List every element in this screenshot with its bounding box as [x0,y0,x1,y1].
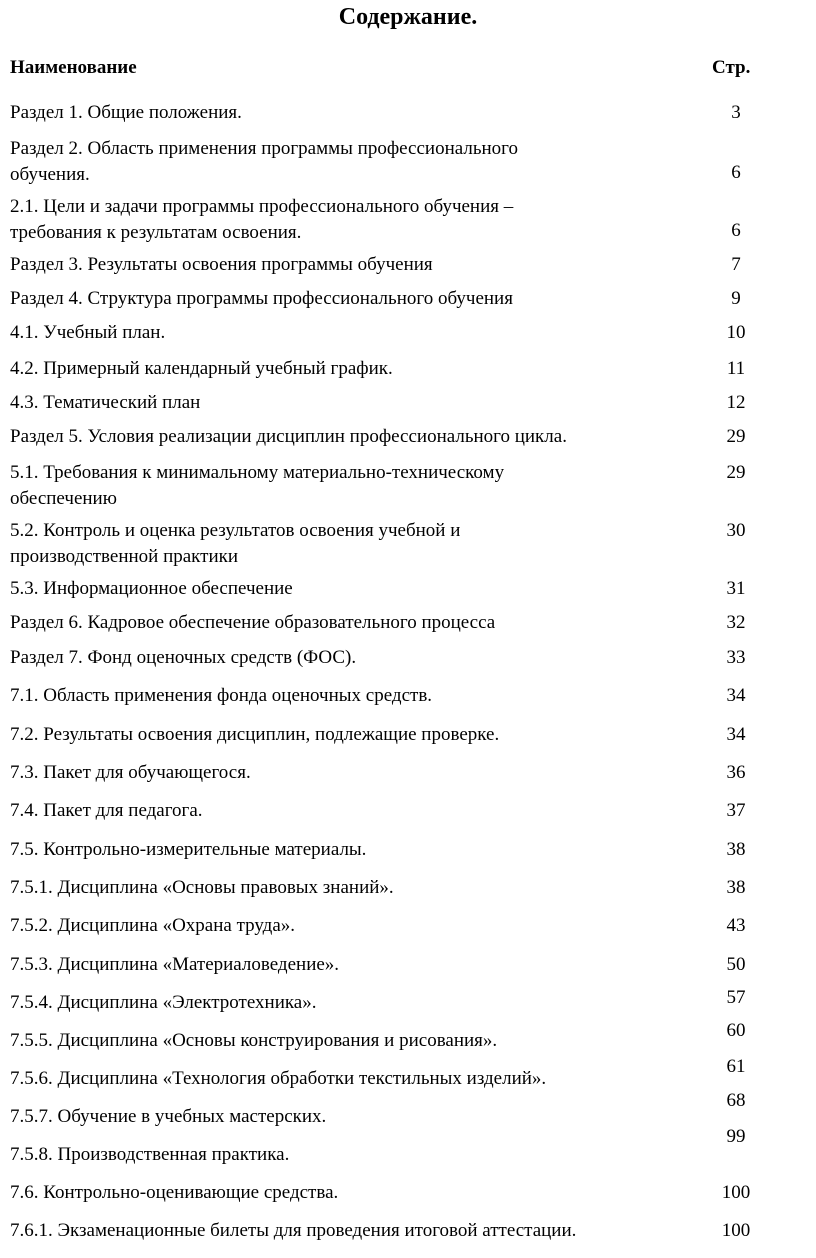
toc-entry-text: Раздел 7. Фонд оценочных средств (ФОС). [10,647,357,668]
toc-entry-page: 60 [726,1020,746,1041]
toc-entry-text: 7.5.4. Дисциплина «Электротехника». [10,992,317,1013]
toc-entry-page: 6 [731,162,741,183]
toc-entry-page: 34 [726,724,746,745]
toc-entry-page: 100 [721,1220,751,1241]
toc-entry-page: 29 [726,426,746,447]
toc-entry-page: 99 [726,1126,746,1147]
toc-entry-text: обучения. [10,164,90,185]
toc-entry-page: 12 [726,392,746,413]
toc-entry-text: 7.5.8. Производственная практика. [10,1144,290,1165]
column-header-name: Наименование [10,57,137,78]
toc-entry-page: 100 [721,1182,751,1203]
page-title: Содержание. [338,4,478,30]
toc-entry-text: 7.5.7. Обучение в учебных мастерских. [10,1106,327,1127]
toc-entry-text: 4.1. Учебный план. [10,322,166,343]
toc-entry-text: 5.3. Информационное обеспечение [10,578,293,599]
toc-entry-text: Раздел 5. Условия реализации дисциплин профессионального цикла. [10,426,567,447]
toc-entry-text: 7.6.1. Экзаменационные билеты для проведения итоговой аттестации. [10,1220,577,1241]
toc-entry-text: 5.2. Контроль и оценка результатов освоения учебной и [10,520,461,541]
toc-entry-page: 68 [726,1090,746,1111]
toc-entry-page: 38 [726,877,746,898]
column-header-page: Стр. [712,57,751,78]
toc-entry-text: Раздел 2. Область применения программы профессионального [10,138,518,159]
toc-entry-text: 7.5.3. Дисциплина «Материаловедение». [10,954,340,975]
toc-entry-page: 43 [726,915,746,936]
toc-entry-text: требования к результатам освоения. [10,222,302,243]
toc-entry-text: 7.3. Пакет для обучающегося. [10,762,251,783]
toc-entry-text: 4.2. Примерный календарный учебный график. [10,358,393,379]
toc-entry-text: 7.1. Область применения фонда оценочных средств. [10,685,433,706]
toc-entry-text: Раздел 4. Структура программы профессионального обучения [10,288,513,309]
toc-entry-page: 9 [731,288,741,309]
toc-entry-page: 30 [726,520,746,541]
toc-entry-page: 57 [726,987,746,1008]
toc-entry-page: 37 [726,800,746,821]
toc-entry-page: 3 [731,102,741,123]
toc-entry-text: производственной практики [10,546,239,567]
toc-entry-text: 7.5.2. Дисциплина «Охрана труда». [10,915,296,936]
toc-entry-text: 7.5.5. Дисциплина «Основы конструирования и рисования». [10,1030,498,1051]
toc-entry-text: Раздел 1. Общие положения. [10,102,242,123]
toc-entry-page: 31 [726,578,746,599]
toc-entry-text: 4.3. Тематический план [10,392,201,413]
toc-entry-text: 7.4. Пакет для педагога. [10,800,203,821]
toc-entry-text: 7.5.6. Дисциплина «Технология обработки текстильных изделий». [10,1068,547,1089]
toc-entry-page: 29 [726,462,746,483]
toc-entry-text: Раздел 3. Результаты освоения программы обучения [10,254,433,275]
toc-entry-page: 7 [731,254,741,275]
toc-entry-text: 7.2. Результаты освоения дисциплин, подлежащие проверке. [10,724,500,745]
toc-entry-text: 5.1. Требования к минимальному материально-техническому [10,462,505,483]
toc-entry-text: обеспечению [10,488,117,509]
toc-entry-page: 10 [726,322,746,343]
toc-entry-page: 33 [726,647,746,668]
toc-entry-page: 32 [726,612,746,633]
toc-entry-page: 34 [726,685,746,706]
toc-entry-text: 7.5. Контрольно-измерительные материалы. [10,839,367,860]
toc-entry-text: 7.6. Контрольно-оценивающие средства. [10,1182,339,1203]
toc-entry-text: 7.5.1. Дисциплина «Основы правовых знаний». [10,877,394,898]
toc-entry-page: 36 [726,762,746,783]
toc-entry-page: 38 [726,839,746,860]
toc-entry-page: 6 [731,220,741,241]
toc-entry-page: 11 [726,358,746,379]
toc-entry-page: 61 [726,1056,746,1077]
toc-entry-page: 50 [726,954,746,975]
toc-entry-text: 2.1. Цели и задачи программы профессионального обучения – [10,196,514,217]
toc-entry-text: Раздел 6. Кадровое обеспечение образовательного процесса [10,612,496,633]
